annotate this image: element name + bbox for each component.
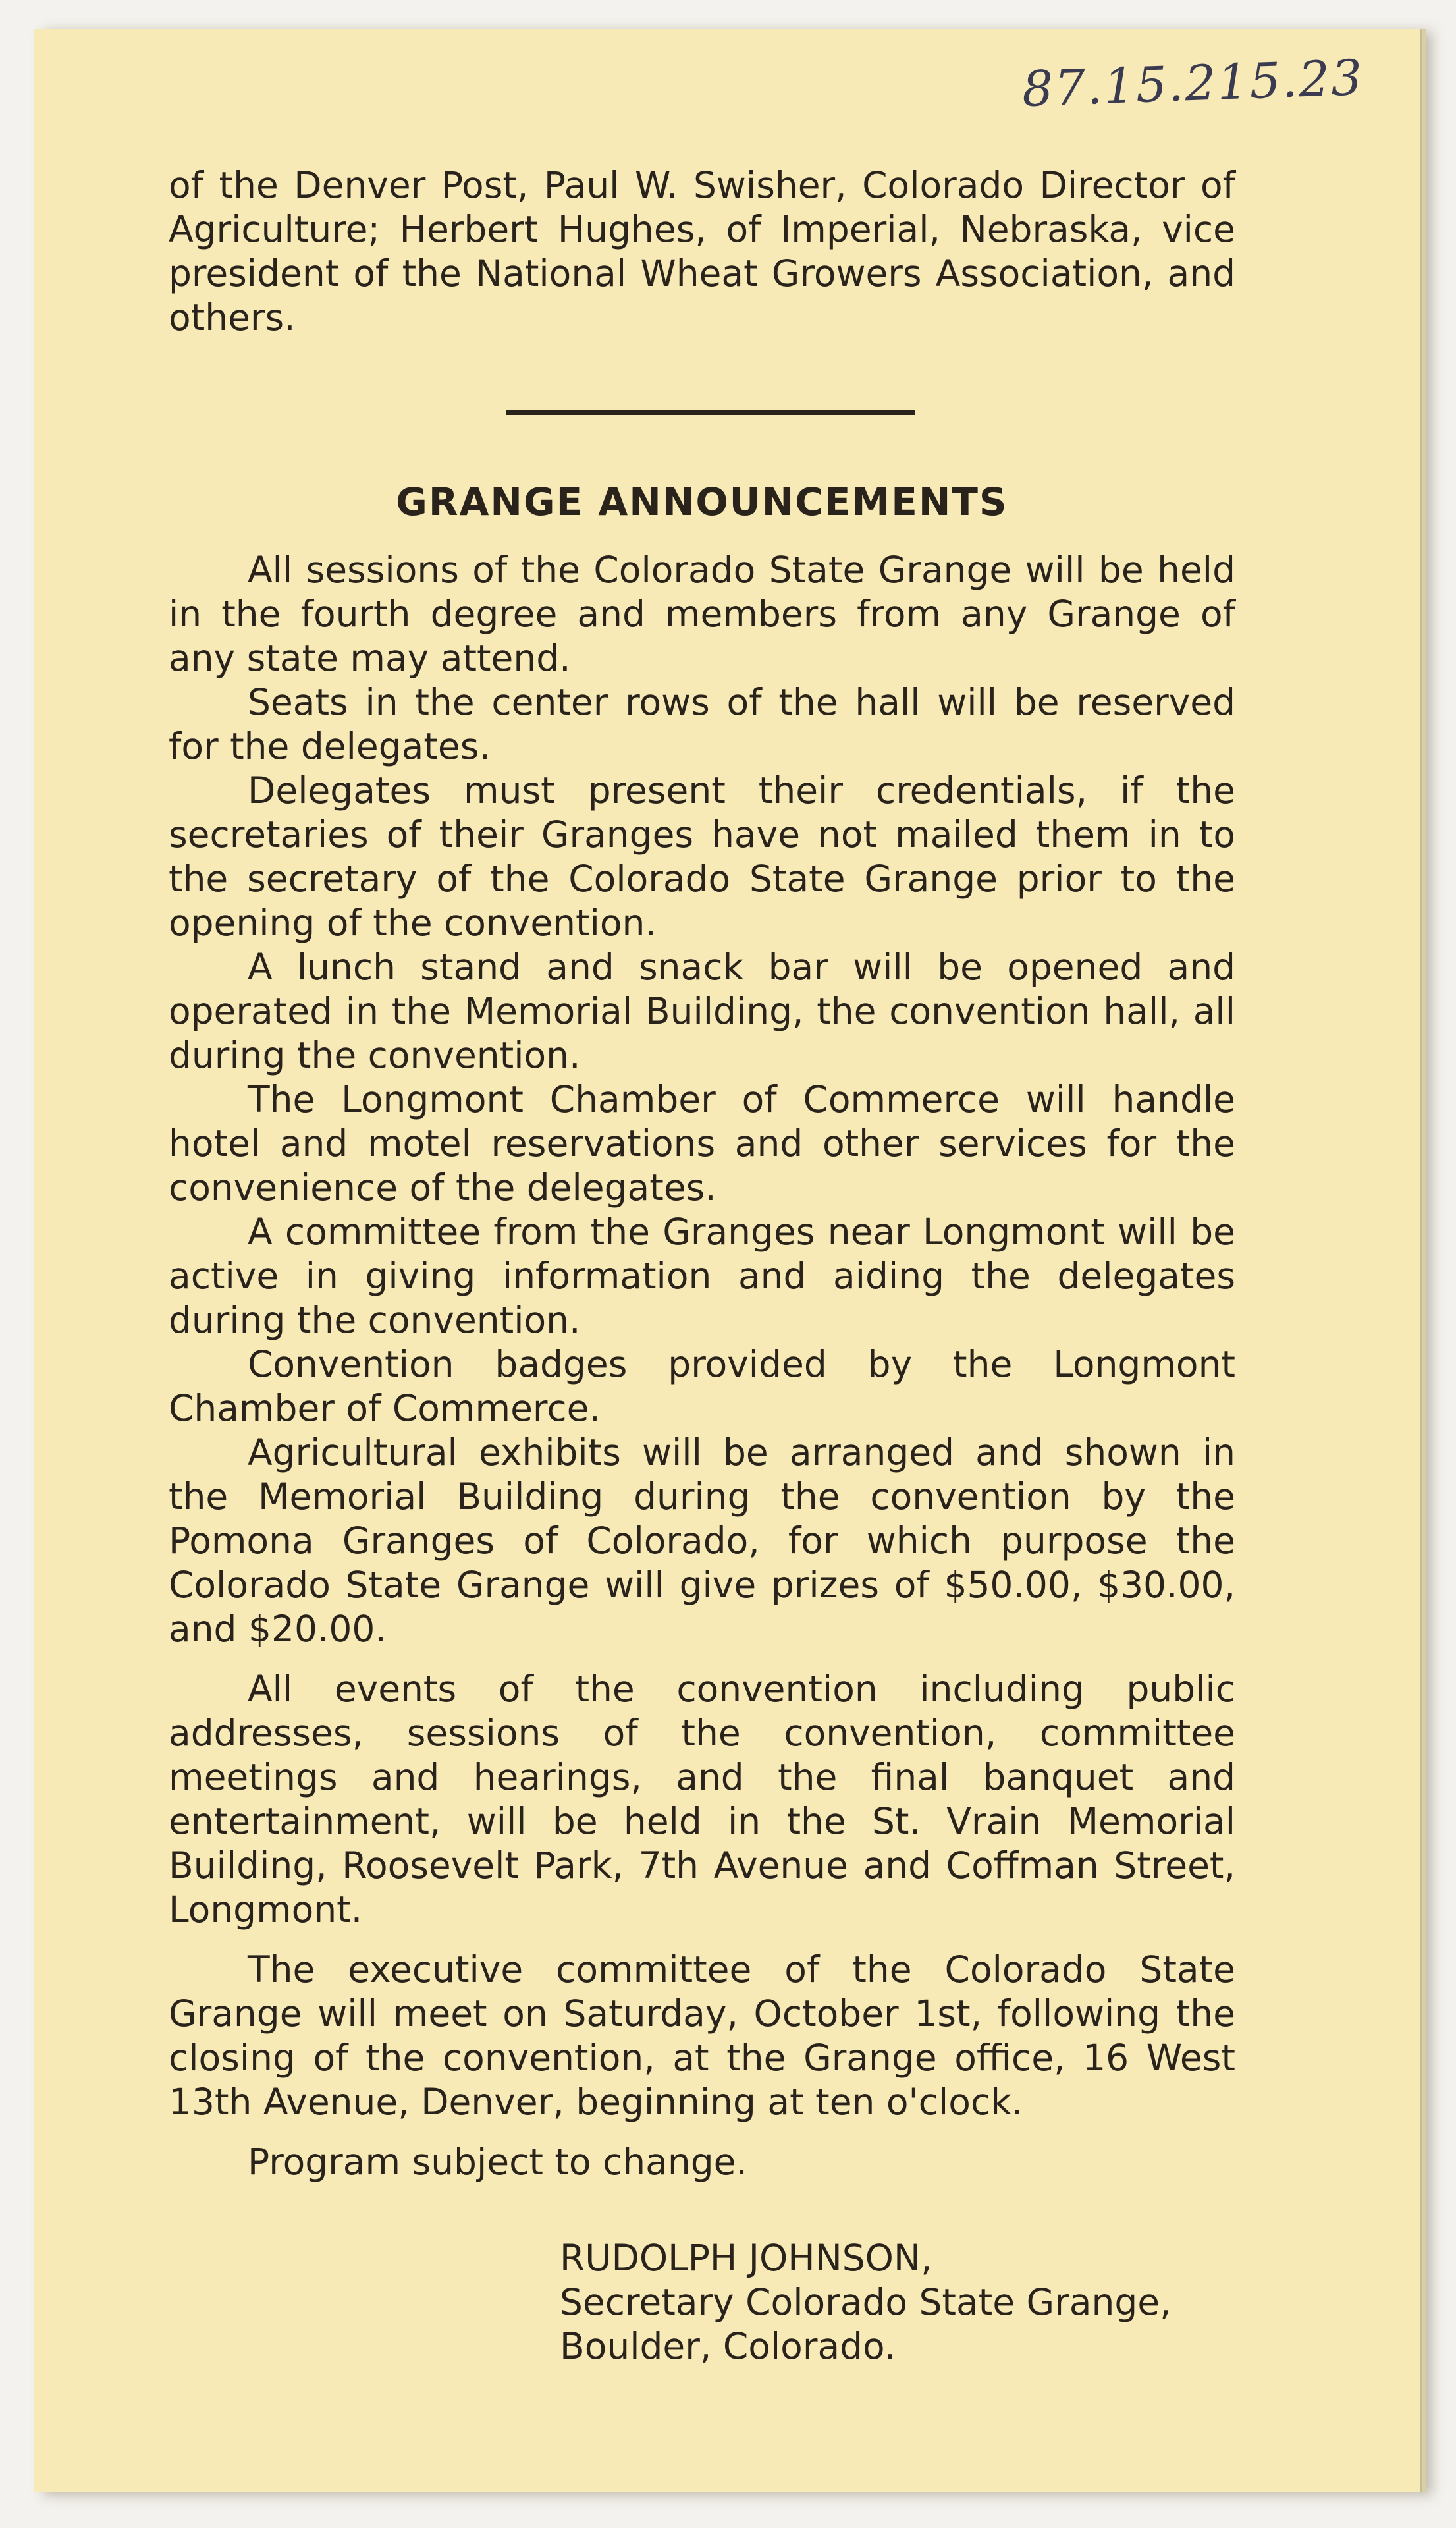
catalog-number: 87.15.215.23	[1021, 49, 1364, 119]
intro-paragraph: of the Denver Post, Paul W. Swisher, Colorado Director of Agriculture; Herbert Hughes, of Imperial, Nebraska, vice president of the National Wheat Growers Association, and others.	[169, 164, 1235, 339]
section-divider	[506, 410, 915, 415]
announcement-paragraph: Delegates must present their credentials, if the secretaries of their Granges have not mailed them in to the secretary of the Colorado State Grange prior to the opening of the convention.	[169, 769, 1235, 944]
announcement-paragraph: Seats in the center rows of the hall will be reserved for the delegates.	[169, 681, 1235, 767]
signature-location: Boulder, Colorado.	[560, 2325, 896, 2367]
section-heading: GRANGE ANNOUNCEMENTS	[396, 480, 1008, 524]
announcements-body	[169, 548, 1235, 2184]
signature-title: Secretary Colorado State Grange,	[560, 2281, 1172, 2323]
announcement-paragraph: The executive committee of the Colorado State Grange will meet on Saturday, October 1st, following the closing of the convention, at the Grange office, 16 West 13th Avenue, Denver, beginning at ten o'clock.	[169, 1948, 1235, 2123]
announcement-paragraph: Convention badges provided by the Longmont Chamber of Commerce.	[169, 1343, 1235, 1429]
signature-block	[560, 2236, 1172, 2369]
announcement-paragraph: All events of the convention including public addresses, sessions of the convention, committee meetings and hearings, and the final banquet and entertainment, will be held in the St. Vrain Memorial Building, Roosevelt Park, 7th Avenue and Coffman Street, Longmont.	[169, 1668, 1235, 1931]
announcement-paragraph: Agricultural exhibits will be arranged and shown in the Memorial Building during the convention by the Pomona Granges of Colorado, for which purpose the Colorado State Grange will give prizes of $50.00, $30.00, and $20.00.	[169, 1431, 1235, 1650]
announcement-paragraph: A lunch stand and snack bar will be opened and operated in the Memorial Building, the convention hall, all during the convention.	[169, 946, 1235, 1076]
announcement-paragraph: Program subject to change.	[248, 2141, 747, 2183]
announcement-paragraph: The Longmont Chamber of Commerce will handle hotel and motel reservations and other services for the convenience of the delegates.	[169, 1078, 1235, 1209]
signature-name: RUDOLPH JOHNSON,	[560, 2237, 932, 2279]
announcement-paragraph: A committee from the Granges near Longmont will be active in giving information and aiding the delegates during the convention.	[169, 1211, 1235, 1341]
announcement-paragraph: All sessions of the Colorado State Grange will be held in the fourth degree and members from any Grange of any state may attend.	[169, 549, 1235, 679]
